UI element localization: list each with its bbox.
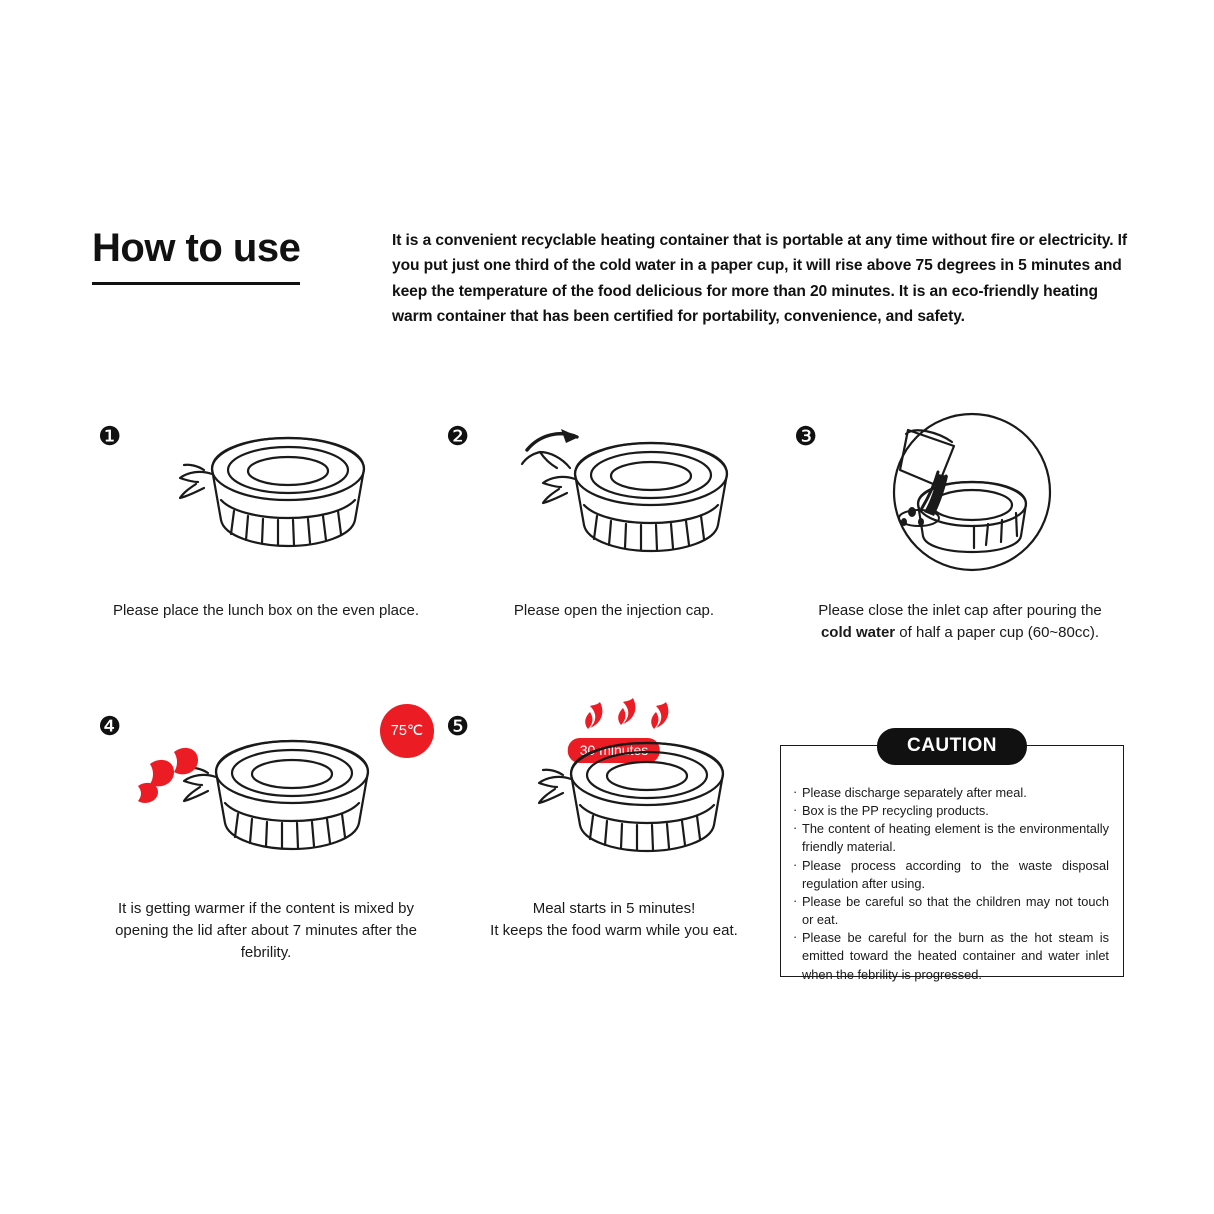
step-1-illustration [92, 412, 440, 582]
step-3-caption-line1: Please close the inlet cap after pouring the [818, 602, 1102, 619]
caution-title: CAUTION [877, 728, 1027, 765]
page-title: How to use [92, 226, 300, 285]
caution-item: · Please discharge separately after meal. [793, 784, 1109, 802]
temperature-badge: 75℃ [380, 704, 434, 758]
step-2-caption: Please open the injection cap. [513, 602, 715, 619]
caution-item: · The content of heating element is the environmentally friendly material. [793, 820, 1109, 856]
step-1-caption: Please place the lunch box on the even place. [112, 602, 420, 619]
step-5-caption-line1: Meal starts in 5 minutes! [532, 900, 696, 917]
step-2-number: ❷ [446, 422, 470, 452]
step-4 [92, 702, 440, 1002]
caution-item: · Please be careful so that the children may not touch or eat. [793, 893, 1109, 929]
step-3-caption-line2: of half a paper cup (60~80cc). [895, 623, 1100, 641]
step-3-caption [788, 600, 1132, 644]
caution-box [780, 735, 1124, 982]
step-3-caption-highlight: cold water [820, 623, 896, 641]
step-4-illustration [92, 702, 440, 872]
title-block [92, 222, 392, 285]
caution-item: · Box is the PP recycling products. [793, 802, 1109, 820]
intro-paragraph: It is a convenient recyclable heating container that is portable at any time without fire or electricity. If you put just one third of the cold water in a paper cup, it will rise above 75 degrees in 5 minutes and keep the temperature of the food delicious for more than 20 minutes. It is an eco-friendly heating warm container that has been certified for portability, convenience, and safety. [392, 232, 1127, 325]
step-1 [92, 412, 440, 680]
step-4-number: ❹ [98, 712, 122, 742]
time-badge: 30 minutes [568, 738, 660, 763]
step-3 [788, 412, 1132, 680]
step-3-number: ❸ [794, 422, 818, 452]
step-5 [440, 702, 788, 1002]
flame-group [585, 698, 668, 729]
step-2 [440, 412, 788, 680]
steps-row-1 [92, 412, 1132, 680]
step-5-caption-line2: It keeps the food warm while you eat. [490, 921, 738, 939]
step-2-illustration [440, 412, 788, 582]
caution-list [781, 746, 1123, 984]
step-3-illustration [788, 412, 1132, 582]
step-5-illustration [440, 702, 788, 872]
step-5-number: ❺ [446, 712, 470, 742]
caution-item: · Please process according to the waste disposal regulation after using. [793, 857, 1109, 893]
step-1-number: ❶ [98, 422, 122, 452]
caution-item: · Please be careful for the burn as the hot steam is emitted toward the heated container and water inlet when the febrility is progressed. [793, 929, 1109, 983]
header [92, 222, 1132, 329]
step-5-caption [440, 898, 788, 942]
step-4-caption: It is getting warmer if the content is mixed by opening the lid after about 7 minutes after the febrility. [115, 900, 417, 961]
